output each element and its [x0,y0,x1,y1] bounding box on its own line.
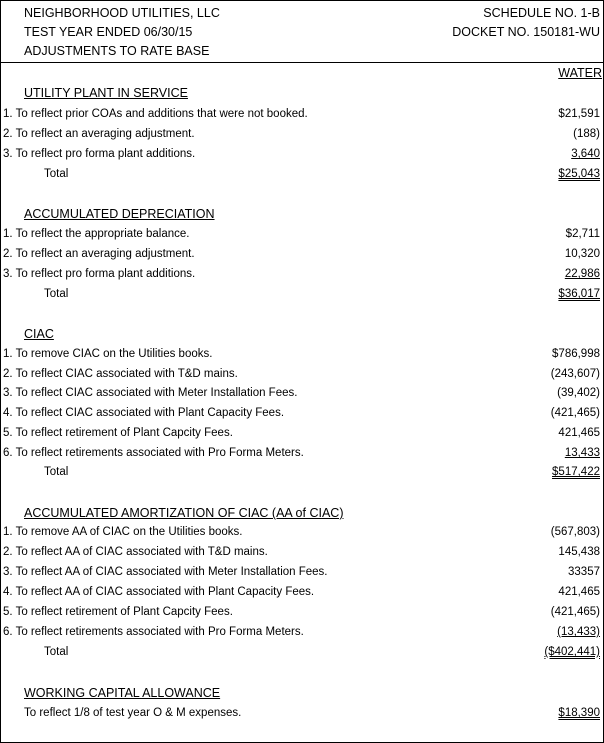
adjustment-row [1,626,603,643]
total-label: Total [44,466,69,478]
adjustment-row [1,128,603,145]
adjustment-row [1,586,603,603]
company-name: NEIGHBORHOOD UTILITIES, LLC [24,6,220,20]
adjustment-label: 3. To reflect pro forma plant additions. [3,148,196,160]
adjustment-value: 10,320 [564,248,600,260]
total-row [1,168,603,185]
adjustment-value: (421,465) [550,606,600,618]
adjustment-value: 421,465 [558,586,600,598]
adjustment-row [1,268,603,285]
adjustment-row [1,606,603,623]
total-row [1,466,603,483]
adjustment-label: 1. To remove CIAC on the Utilities books. [3,348,213,360]
adjustment-label: 2. To reflect an averaging adjustment. [3,248,195,260]
total-value: $517,422 [552,466,600,478]
section-title-ciac: CIAC [24,327,54,341]
adjustment-value: $786,998 [552,348,600,360]
total-label: Total [44,288,69,300]
schedule-number: SCHEDULE NO. 1-B [483,6,600,20]
adjustment-row [1,526,603,543]
adjustment-value: 33357 [568,566,600,578]
adjustment-row [1,108,603,125]
adjustment-value: $18,390 [558,707,600,719]
adjustment-value: $2,711 [565,228,600,240]
adjustment-label: 3. To reflect pro forma plant additions. [3,268,196,280]
adjustment-value: (567,803) [550,526,600,538]
adjustment-label: 2. To reflect AA of CIAC associated with T&D mains. [3,546,268,558]
adjustment-value: (188) [573,128,600,140]
adjustment-value: (13,433) [557,626,600,638]
section-title-utility-plant: UTILITY PLANT IN SERVICE [24,86,188,100]
adjustment-row [1,447,603,464]
test-year: TEST YEAR ENDED 06/30/15 [24,25,193,39]
adjustment-row [1,546,603,563]
adjustment-value: 421,465 [558,427,600,439]
adjustment-row [1,407,603,424]
total-row [1,646,603,663]
adjustment-label: 1. To reflect prior COAs and additions that were not booked. [3,108,308,120]
adjustment-row [1,368,603,385]
adjustment-label: 5. To reflect retirement of Plant Capcity Fees. [3,606,233,618]
header-divider [1,62,603,63]
total-row [1,288,603,305]
adjustment-label: 3. To reflect CIAC associated with Meter Installation Fees. [3,387,298,399]
adjustment-row [1,228,603,245]
adjustment-label: 4. To reflect AA of CIAC associated with Plant Capacity Fees. [3,586,315,598]
adjustment-row [1,387,603,404]
adjustment-row [1,566,603,583]
section-title-working-capital: WORKING CAPITAL ALLOWANCE [24,686,221,700]
schedule-title: ADJUSTMENTS TO RATE BASE [24,44,210,58]
adjustment-label: 6. To reflect retirements associated with Pro Forma Meters. [3,626,304,638]
total-value: $25,043 [558,168,600,180]
adjustment-label: 1. To reflect the appropriate balance. [3,228,190,240]
adjustment-value: 3,640 [571,148,600,160]
total-value: $36,017 [558,288,600,300]
adjustment-row [1,248,603,265]
adjustment-row [1,427,603,444]
adjustment-value: 145,438 [558,546,600,558]
section-title-accumulated-depreciation: ACCUMULATED DEPRECIATION [24,207,215,221]
adjustment-label: 5. To reflect retirement of Plant Capcity Fees. [3,427,233,439]
total-label: Total [44,168,69,180]
adjustment-label: 2. To reflect an averaging adjustment. [3,128,195,140]
adjustment-value: (39,402) [557,387,600,399]
adjustment-value: 13,433 [564,447,600,459]
adjustment-label: 2. To reflect CIAC associated with T&D mains. [3,368,238,380]
section-title-aa-of-ciac: ACCUMULATED AMORTIZATION OF CIAC (AA of CIAC) [24,506,344,520]
docket-number: DOCKET NO. 150181-WU [452,25,600,39]
working-capital-row [1,707,603,724]
adjustment-row [1,348,603,365]
adjustment-label: 1. To remove AA of CIAC on the Utilities books. [3,526,243,538]
adjustment-value: 22,986 [564,268,600,280]
adjustment-row [1,148,603,165]
adjustment-label: 3. To reflect AA of CIAC associated with Meter Installation Fees. [3,566,328,578]
adjustment-label: 6. To reflect retirements associated with Pro Forma Meters. [3,447,304,459]
column-header-water: WATER [558,66,602,80]
adjustment-value: $21,591 [558,108,600,120]
adjustment-value: (421,465) [550,407,600,419]
adjustment-label: 4. To reflect CIAC associated with Plant Capacity Fees. [3,407,285,419]
total-value: ($402,441) [544,646,600,658]
adjustment-label: To reflect 1/8 of test year O & M expenses. [24,707,242,719]
adjustment-value: (243,607) [550,368,600,380]
total-label: Total [44,646,69,658]
